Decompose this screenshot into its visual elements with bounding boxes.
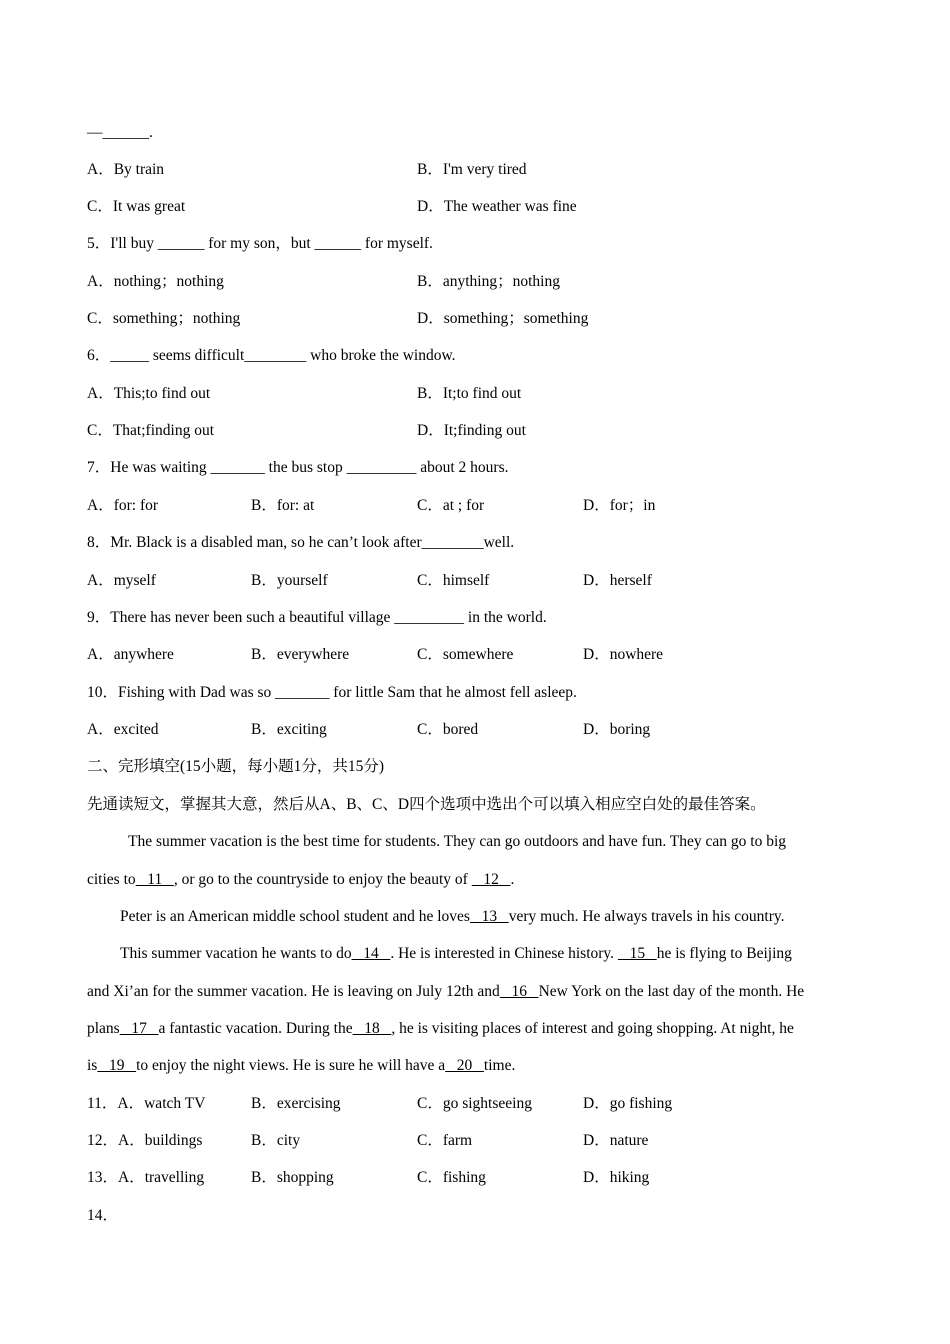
passage-text: , he is visiting places of interest and going shopping. At night, he bbox=[391, 1020, 794, 1037]
q13-option-d: D．hiking bbox=[583, 1169, 650, 1186]
q6-option-a: A．This;to find out bbox=[87, 385, 211, 402]
q7-option-a: A．for: for bbox=[87, 497, 159, 514]
q6-option-d: D．It;finding out bbox=[417, 422, 526, 439]
q11-option-d: D．go fishing bbox=[583, 1095, 673, 1112]
passage-line-1: The summer vacation is the best time for students. They can go outdoors and have fun. They can go to big bbox=[128, 833, 787, 850]
passage-text: a fantastic vacation. During the bbox=[158, 1020, 353, 1037]
passage-text: time. bbox=[483, 1057, 516, 1074]
blank-19: 19 bbox=[97, 1057, 137, 1074]
passage-text: Peter is an American middle school student and he loves bbox=[120, 908, 470, 925]
q5-stem: 5．I'll buy ______ for my son，but ______ for myself. bbox=[87, 235, 433, 252]
passage-text: , or go to the countryside to enjoy the beauty of bbox=[173, 871, 472, 888]
passage-text: . He is interested in Chinese history. bbox=[390, 945, 618, 962]
q13-option-c: C．fishing bbox=[417, 1169, 486, 1186]
q9-option-d: D．nowhere bbox=[583, 646, 664, 663]
q7-option-b: B．for: at bbox=[251, 497, 315, 514]
passage-line-7 bbox=[87, 1056, 515, 1076]
q8-option-d: D．herself bbox=[583, 572, 652, 589]
q8-option-b: B．yourself bbox=[251, 572, 328, 589]
q4-option-b: B．I'm very tired bbox=[417, 161, 527, 178]
passage-line-6 bbox=[87, 1019, 794, 1039]
q7-stem: 7．He was waiting _______ the bus stop _________ about 2 hours. bbox=[87, 459, 509, 476]
passage-line-5 bbox=[87, 982, 804, 1002]
passage-line-4 bbox=[120, 944, 792, 964]
q9-option-c: C．somewhere bbox=[417, 646, 514, 663]
passage-text: . bbox=[510, 871, 515, 888]
passage-text: This summer vacation he wants to do bbox=[120, 945, 352, 962]
blank-14: 14 bbox=[351, 945, 391, 962]
blank-13: 13 bbox=[469, 908, 509, 925]
q9-option-b: B．everywhere bbox=[251, 646, 350, 663]
q14-stem: 14． bbox=[87, 1207, 119, 1224]
q9-stem: 9．There has never been such a beautiful village _________ in the world. bbox=[87, 609, 547, 626]
q13-option-b: B．shopping bbox=[251, 1169, 334, 1186]
blank-20: 20 bbox=[445, 1057, 484, 1074]
passage-text: cities to bbox=[87, 871, 136, 888]
q4-option-c: C．It was great bbox=[87, 198, 186, 215]
q4-option-a: A．By train bbox=[87, 161, 165, 178]
passage-text: is bbox=[87, 1057, 98, 1074]
q7-option-c: C．at ; for bbox=[417, 497, 485, 514]
blank-17: 17 bbox=[119, 1020, 159, 1037]
q4-option-d: D．The weather was fine bbox=[417, 198, 577, 215]
q8-option-c: C．himself bbox=[417, 572, 490, 589]
q12-option-c: C．farm bbox=[417, 1132, 473, 1149]
q13-option-a: 13．A．travelling bbox=[87, 1169, 205, 1186]
q11-option-c: C．go sightseeing bbox=[417, 1095, 532, 1112]
q6-option-c: C．That;finding out bbox=[87, 422, 215, 439]
q10-option-d: D．boring bbox=[583, 721, 651, 738]
passage-text: he is flying to Beijing bbox=[656, 945, 792, 962]
blank-12: 12 bbox=[471, 871, 511, 888]
q5-option-b: B．anything；nothing bbox=[417, 273, 560, 290]
q10-option-c: C．bored bbox=[417, 721, 479, 738]
q12-option-b: B．city bbox=[251, 1132, 301, 1149]
passage-text: plans bbox=[87, 1020, 120, 1037]
passage-text: to enjoy the night views. He is sure he will have a bbox=[136, 1057, 446, 1074]
blank-16: 16 bbox=[499, 983, 539, 1000]
section-instruction: 先通读短文，掌握其大意，然后从A、B、C、D四个选项中选出个可以填入相应空白处的最佳答案。 bbox=[87, 796, 766, 813]
passage-line-3 bbox=[120, 907, 785, 927]
q11-option-a: 11．A．watch TV bbox=[87, 1095, 206, 1112]
blank-18: 18 bbox=[352, 1020, 392, 1037]
q10-option-a: A．excited bbox=[87, 721, 159, 738]
section-heading: 二、完形填空(15小题，每小题1分，共15分) bbox=[87, 758, 385, 775]
passage-text: New York on the last day of the month. He bbox=[538, 983, 805, 1000]
q5-option-d: D．something；something bbox=[417, 310, 589, 327]
q8-option-a: A．myself bbox=[87, 572, 156, 589]
passage-text: very much. He always travels in his country. bbox=[508, 908, 785, 925]
q7-option-d: D．for；in bbox=[583, 497, 656, 514]
top-blank: —______. bbox=[87, 124, 153, 141]
q12-option-d: D．nature bbox=[583, 1132, 649, 1149]
q6-option-b: B．It;to find out bbox=[417, 385, 522, 402]
q12-option-a: 12．A．buildings bbox=[87, 1132, 203, 1149]
passage-line-2 bbox=[87, 870, 514, 890]
blank-11: 11 bbox=[135, 871, 174, 888]
q8-stem: 8．Mr. Black is a disabled man, so he can’t look after________well. bbox=[87, 534, 515, 551]
q9-option-a: A．anywhere bbox=[87, 646, 174, 663]
q5-option-c: C．something；nothing bbox=[87, 310, 241, 327]
q10-option-b: B．exciting bbox=[251, 721, 327, 738]
q11-option-b: B．exercising bbox=[251, 1095, 341, 1112]
passage-text: and Xi’an for the summer vacation. He is leaving on July 12th and bbox=[87, 983, 500, 1000]
blank-15: 15 bbox=[617, 945, 657, 962]
q5-option-a: A．nothing；nothing bbox=[87, 273, 224, 290]
q6-stem: 6．_____ seems difficult________ who broke the window. bbox=[87, 347, 456, 364]
q10-stem: 10．Fishing with Dad was so _______ for little Sam that he almost fell asleep. bbox=[87, 684, 577, 701]
